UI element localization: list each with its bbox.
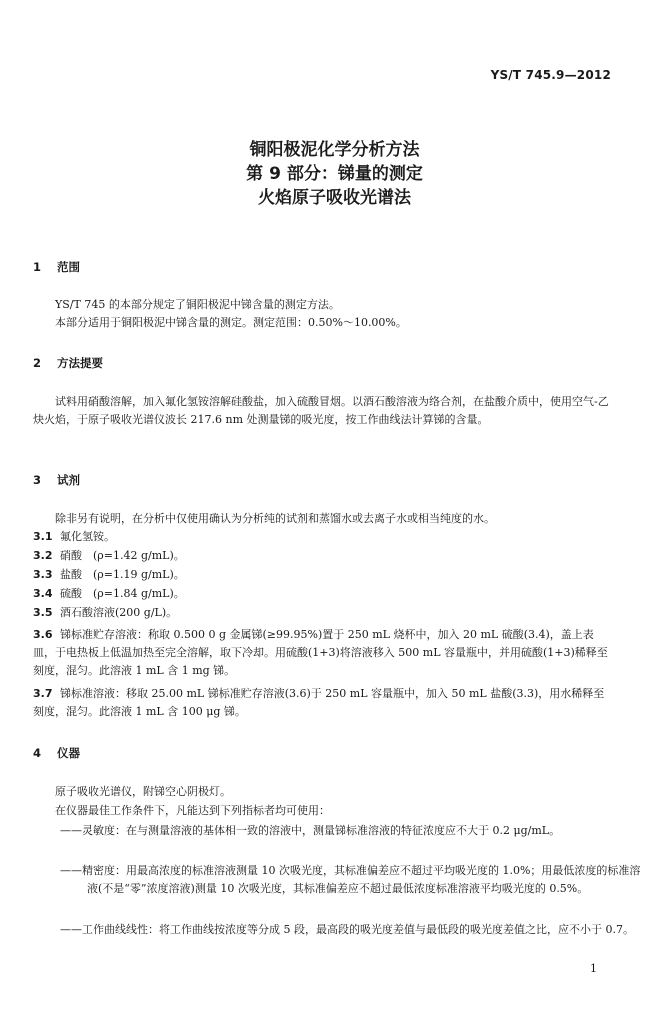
section-title: 范围: [57, 260, 80, 274]
paragraph: 本部分适用于铜阳极泥中锑含量的测定。测定范围：0.50%～10.00%。: [55, 316, 407, 329]
section-title: 仪器: [57, 746, 80, 760]
section-number: 3: [33, 473, 42, 487]
dash-list-item: ——工作曲线线性：将工作曲线按浓度等分成 5 段，最高段的吸光度差值与最低段的吸光度差值之比，应不小于 0.7。: [60, 923, 634, 936]
section-4-heading: [33, 745, 80, 761]
title-line-3: 火焰原子吸收光谱法: [258, 188, 411, 208]
paragraph: YS/T 745 的本部分规定了铜阳极泥中锑含量的测定方法。: [55, 298, 340, 311]
section-title: 方法提要: [57, 356, 103, 370]
section-1-heading: [33, 259, 80, 275]
section-number: 1: [33, 260, 42, 274]
list-item: 3.7 锑标准溶液：移取 25.00 mL 锑标准贮存溶液(3.6)于 250 mL 容量瓶中，加入 50 mL 盐酸(3.3)，用水稀释至刻度，混匀。此溶液 1 mL 含 100 μg 锑。: [33, 687, 605, 718]
list-item: 3.4 硫酸 (ρ=1.84 g/mL)。: [33, 587, 185, 600]
list-item: 3.5 酒石酸溶液(200 g/L)。: [33, 606, 178, 619]
section-3-heading: [33, 472, 80, 488]
paragraph: 试料用硝酸溶解，加入氟化氢铵溶解硅酸盐，加入硫酸冒烟。以酒石酸溶液为络合剂，在盐酸介质中，使用空气-乙炔火焰，于原子吸收光谱仪波长 217.6 nm 处测量锑的吸光度，按工作曲线法计算锑的含量。: [33, 395, 609, 426]
paragraph: 在仪器最佳工作条件下，凡能达到下列指标者均可使用：: [55, 804, 330, 817]
list-item: 3.6 锑标准贮存溶液：称取 0.500 0 g 金属锑(≥99.95%)置于 250 mL 烧杯中，加入 20 mL 硫酸(3.4)，盖上表皿，于电热板上低温加热至完全溶解，取下冷却。用硫酸(1+3)将溶液移入 500 mL 容量瓶中，并用硫酸(1+3)稀释至刻度，混匀。此溶液 1 mL 含 1 mg 锑。: [33, 628, 608, 677]
dash-list-item: ——灵敏度：在与测量溶液的基体相一致的溶液中，测量锑标准溶液的特征浓度应不大于 0.2 μg/mL。: [60, 824, 561, 837]
section-title: 试剂: [57, 473, 80, 487]
document-title-block: [0, 138, 669, 210]
list-item: 3.1 氟化氢铵。: [33, 530, 115, 543]
section-number: 4: [33, 746, 42, 760]
dash-list-item: ——精密度：用最高浓度的标准溶液测量 10 次吸光度，其标准偏差应不超过平均吸光度的 1.0%；用最低浓度的标准溶液(不是“零”浓度溶液)测量 10 次吸光度，其标准偏差应不超过最低浓度标准溶液平均吸光度的 0.5%。: [60, 864, 641, 895]
section-2-heading: [33, 355, 103, 371]
title-line-1: 铜阳极泥化学分析方法: [249, 140, 420, 160]
title-line-2: 第 9 部分：锑量的测定: [246, 164, 423, 184]
list-item: 3.3 盐酸 (ρ=1.19 g/mL)。: [33, 568, 185, 581]
paragraph: 原子吸收光谱仪，附锑空心阴极灯。: [55, 785, 231, 798]
section-number: 2: [33, 356, 42, 370]
page-number: 1: [590, 962, 597, 975]
standard-code: YS/T 745.9—2012: [490, 68, 611, 82]
list-item: 3.2 硝酸 (ρ=1.42 g/mL)。: [33, 549, 185, 562]
paragraph: 除非另有说明，在分析中仅使用确认为分析纯的试剂和蒸馏水或去离子水或相当纯度的水。: [55, 512, 495, 525]
